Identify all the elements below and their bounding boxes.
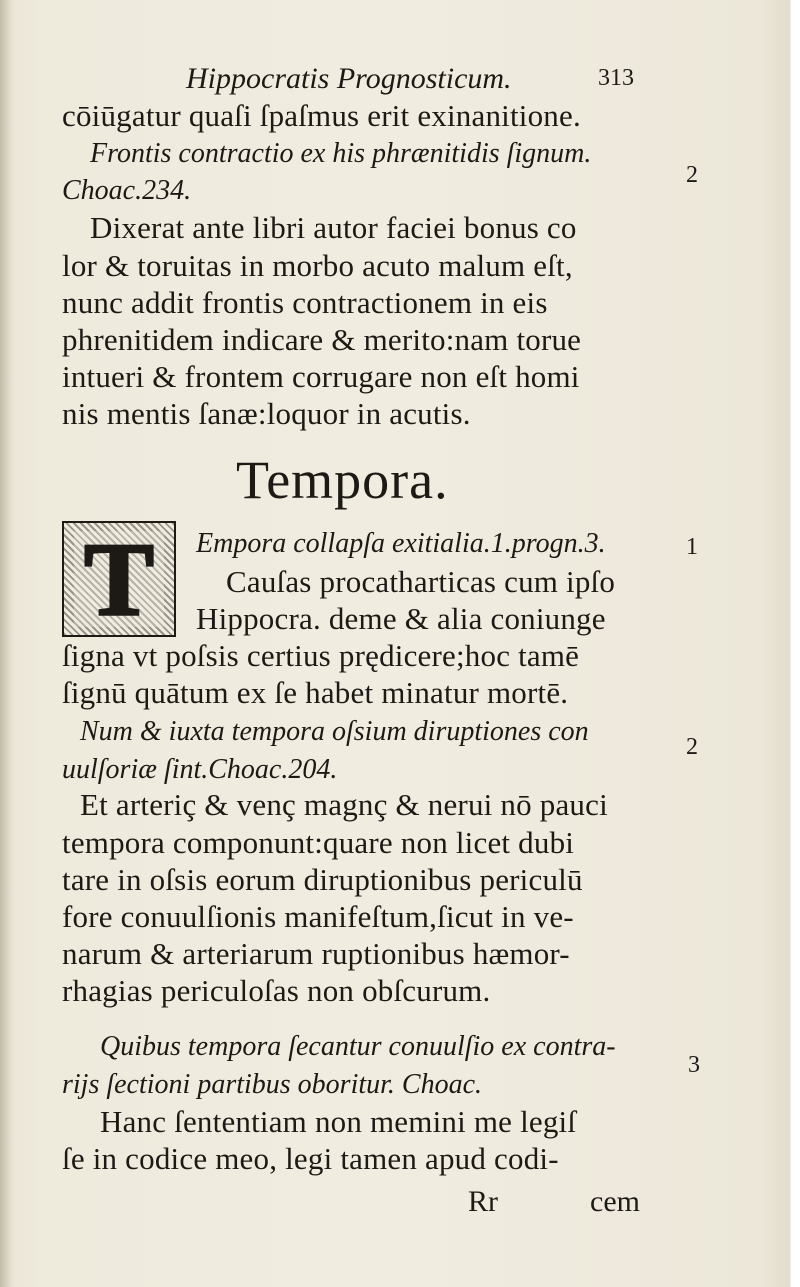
margin-note-number: 2 [686, 162, 698, 188]
page-edge [791, 0, 800, 1287]
text-line: tempora componunt:quare non licet dubi [62, 825, 575, 860]
text-line: nis mentis ſanæ:loquor in acutis. [62, 396, 471, 431]
text-line: intueri & frontem corrugare non eſt homi [62, 359, 580, 394]
text-line: rhagias periculoſas non obſcurum. [62, 973, 491, 1008]
margin-note-number: 1 [686, 534, 698, 560]
section-heading: Tempora. [236, 450, 449, 510]
text-line: fore conuulſionis manifeſtum,ſicut in ve- [62, 899, 574, 934]
text-line: tare in oſsis eorum diruptionibus periculū [62, 862, 583, 897]
text-line: nunc addit frontis contractionem in eis [62, 285, 548, 320]
text-line: Hanc ſententiam non memini me legiſ [100, 1104, 577, 1139]
rubric-line: uulſoriæ ſint.Choac.204. [62, 754, 338, 785]
rubric-line: Frontis contractio ex his phrænitidis ſignum. [90, 138, 592, 169]
margin-note-number: 3 [688, 1052, 700, 1078]
rubric-line: Num & iuxta tempora oſsium diruptiones con [80, 716, 589, 747]
initial-letter: T [64, 523, 174, 635]
decorated-initial [62, 521, 176, 637]
text-line: Hippocra. deme & alia coniunge [196, 601, 606, 636]
text-line: Dixerat ante libri autor faciei bonus co [90, 210, 577, 245]
text-line: ſigna vt poſsis certius prędicere;hoc tamē [62, 638, 580, 673]
rubric-line: Quibus tempora ſecantur conuulſio ex contra- [100, 1031, 616, 1062]
text-line: cōiūgatur quaſi ſpaſmus erit exinanitione. [62, 98, 581, 133]
text-line: lor & toruitas in morbo acuto malum eſt, [62, 248, 573, 283]
text-line: narum & arteriarum ruptionibus hæmor- [62, 936, 570, 971]
gutter-shadow [0, 0, 14, 1287]
text-line: ſignū quātum ex ſe habet minatur mortē. [62, 675, 569, 710]
rubric-line: Choac.234. [62, 175, 192, 206]
rubric-line: rijs ſectioni partibus oboritur. Choac. [62, 1069, 483, 1100]
signature-mark: Rr [468, 1185, 498, 1218]
margin-note-number: 2 [686, 734, 698, 760]
text-line: ſe in codice meo, legi tamen apud codi- [62, 1141, 559, 1176]
page-number: 313 [598, 65, 634, 91]
rubric-line: Empora collapſa exitialia.1.progn.3. [196, 528, 606, 559]
catchword: cem [590, 1185, 640, 1218]
text-line: phrenitidem indicare & merito:nam torue [62, 322, 582, 357]
running-header: Hippocratis Prognosticum. [186, 62, 512, 95]
text-line: Cauſas procatharticas cum ipſo [226, 564, 616, 599]
text-line: Et arteriç & venç magnç & nerui nō pauci [80, 787, 608, 822]
